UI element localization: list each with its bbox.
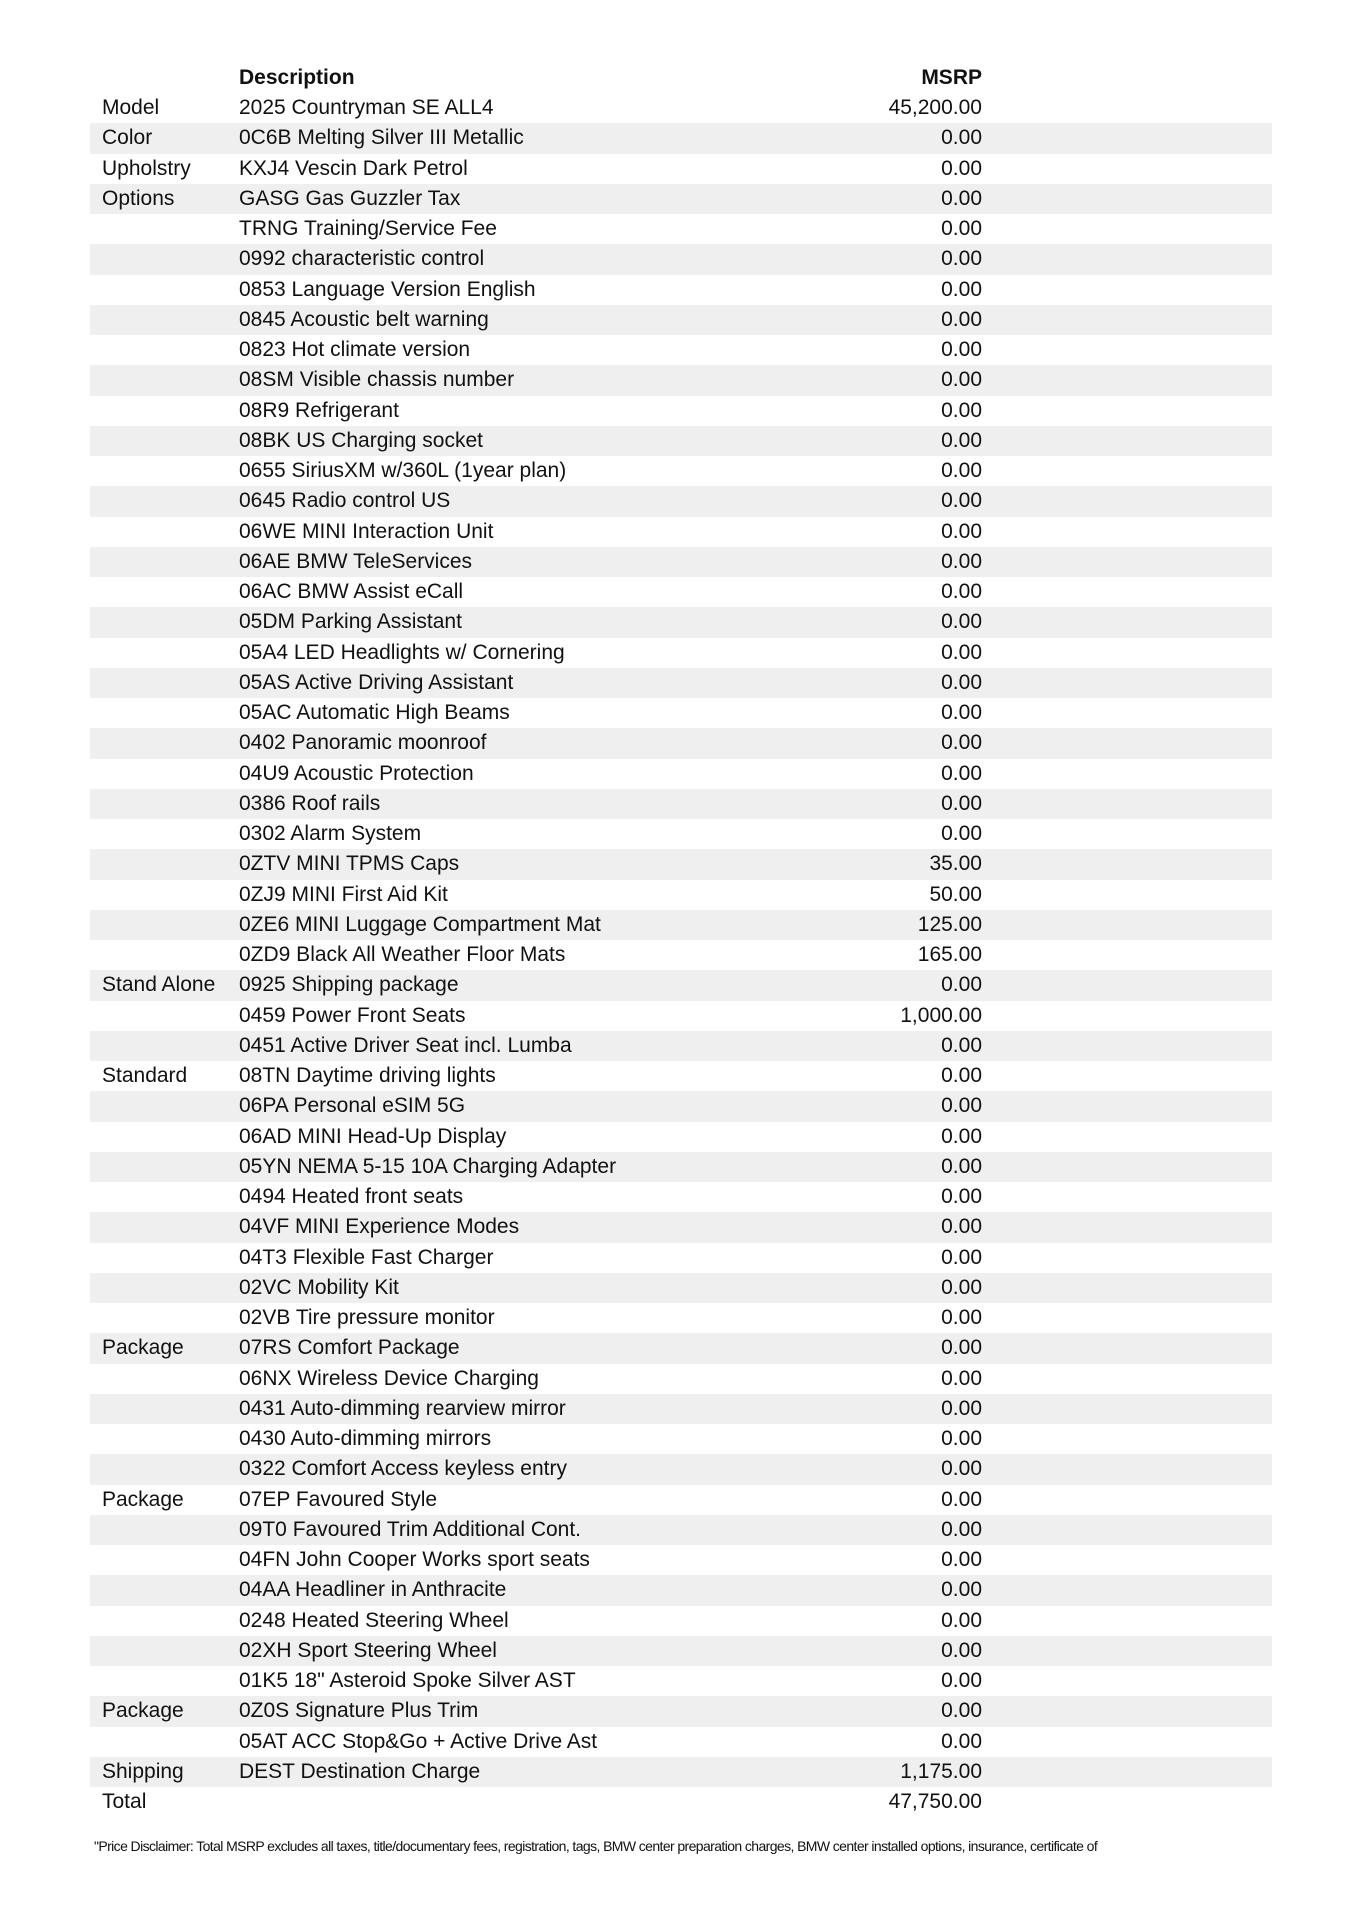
row-price: 0.00 <box>941 973 982 997</box>
table-row <box>90 880 1272 910</box>
row-price: 0.00 <box>941 247 982 271</box>
row-price: 0.00 <box>941 368 982 392</box>
table-row <box>90 1212 1272 1242</box>
row-price: 0.00 <box>941 1124 982 1148</box>
row-description: 06PA Personal eSIM 5G <box>239 1094 466 1118</box>
row-description: 0451 Active Driver Seat incl. Lumba <box>239 1033 572 1057</box>
row-description: TRNG Training/Service Fee <box>239 217 497 240</box>
row-description: 0248 Heated Steering Wheel <box>239 1608 509 1632</box>
row-description: 08R9 Refrigerant <box>239 398 399 422</box>
row-description: 0Z0S Signature Plus Trim <box>239 1699 479 1723</box>
table-row <box>90 1394 1272 1424</box>
price-disclaimer: "Price Disclaimer: Total MSRP excludes all taxes, title/documentary fees, registration, tags, BMW center preparation charges, BMW center installed options, insurance, certificate of <box>94 1838 1098 1854</box>
row-price: 0.00 <box>941 1517 982 1541</box>
row-description: 0402 Panoramic moonroof <box>239 731 487 755</box>
row-description: 0302 Alarm System <box>239 822 422 845</box>
table-row <box>90 940 1272 970</box>
row-price: 0.00 <box>941 1699 982 1723</box>
row-price: 0.00 <box>941 822 982 845</box>
row-price: 50.00 <box>929 882 982 906</box>
row-price: 0.00 <box>941 338 982 361</box>
row-description: 0C6B Melting Silver III Metallic <box>239 126 524 150</box>
row-price: 0.00 <box>941 519 982 543</box>
row-price: 1,175.00 <box>900 1759 982 1783</box>
row-description: 05YN NEMA 5-15 10A Charging Adapter <box>239 1154 617 1178</box>
table-row <box>90 849 1272 879</box>
row-description: 06AC BMW Assist eCall <box>239 580 464 603</box>
table-row <box>90 305 1272 335</box>
table-row <box>90 970 1272 1000</box>
table-row <box>90 93 1272 123</box>
row-description: 04FN John Cooper Works sport seats <box>239 1548 590 1571</box>
table-row <box>90 638 1272 668</box>
row-description: 01K5 18" Asteroid Spoke Silver AST <box>239 1669 576 1692</box>
row-description: 0ZJ9 MINI First Aid Kit <box>239 882 448 906</box>
row-category: Color <box>102 126 153 150</box>
table-row <box>90 668 1272 698</box>
table-row <box>90 1454 1272 1484</box>
row-price: 0.00 <box>941 1487 982 1511</box>
row-price: 0.00 <box>941 307 982 331</box>
row-price: 125.00 <box>917 912 982 936</box>
table-row <box>90 214 1272 244</box>
table-row <box>90 123 1272 153</box>
row-price: 0.00 <box>941 1638 982 1662</box>
row-description: 08SM Visible chassis number <box>239 368 515 392</box>
row-description: 02VC Mobility Kit <box>239 1275 399 1299</box>
table-row <box>90 335 1272 365</box>
row-description: 04U9 Acoustic Protection <box>239 761 474 785</box>
msrp-sheet <box>90 63 1272 1817</box>
row-description: GASG Gas Guzzler Tax <box>239 186 461 210</box>
table-row <box>90 396 1272 426</box>
row-description: 06AD MINI Head-Up Display <box>239 1124 507 1148</box>
table-row <box>90 1485 1272 1515</box>
row-price: 0.00 <box>941 1094 982 1118</box>
row-price: 47,750.00 <box>888 1790 982 1813</box>
table-row <box>90 1273 1272 1303</box>
table-row <box>90 1091 1272 1121</box>
row-price: 0.00 <box>941 1064 982 1087</box>
table-row <box>90 1364 1272 1394</box>
table-row <box>90 1001 1272 1031</box>
table-row <box>90 1122 1272 1152</box>
row-price: 0.00 <box>941 459 982 482</box>
row-category: Total <box>102 1790 147 1813</box>
table-row <box>90 1515 1272 1545</box>
row-category: Package <box>102 1699 184 1723</box>
row-description: 0845 Acoustic belt warning <box>239 307 489 331</box>
row-price: 0.00 <box>941 549 982 573</box>
row-price: 1,000.00 <box>900 1003 982 1027</box>
row-price: 0.00 <box>941 156 982 180</box>
table-row <box>90 819 1272 849</box>
row-description: 0925 Shipping package <box>239 973 459 997</box>
table-row <box>90 1575 1272 1605</box>
row-price: 0.00 <box>941 277 982 301</box>
row-price: 0.00 <box>941 489 982 513</box>
row-description: 0ZE6 MINI Luggage Compartment Mat <box>239 912 601 936</box>
row-description: 0459 Power Front Seats <box>239 1003 466 1027</box>
table-row <box>90 547 1272 577</box>
row-description: 04AA Headliner in Anthracite <box>239 1578 507 1602</box>
row-description: 08TN Daytime driving lights <box>239 1064 496 1087</box>
row-description: 06WE MINI Interaction Unit <box>239 519 494 543</box>
table-row <box>90 1303 1272 1333</box>
row-category: Shipping <box>102 1759 184 1783</box>
row-description: 06NX Wireless Device Charging <box>239 1366 539 1390</box>
table-row <box>90 1545 1272 1575</box>
row-description: 04VF MINI Experience Modes <box>239 1215 520 1239</box>
row-description: 0386 Roof rails <box>239 791 381 815</box>
row-price: 0.00 <box>941 428 982 452</box>
row-price: 0.00 <box>941 1154 982 1178</box>
table-row <box>90 1606 1272 1636</box>
row-description: 05AC Automatic High Beams <box>239 701 510 724</box>
row-price: 0.00 <box>941 1396 982 1420</box>
table-row <box>90 517 1272 547</box>
row-price: 0.00 <box>941 1729 982 1753</box>
row-category: Upholstry <box>102 156 191 180</box>
table-row <box>90 1152 1272 1182</box>
row-description: 06AE BMW TeleServices <box>239 549 473 573</box>
table-row <box>90 275 1272 305</box>
row-description: 0494 Heated front seats <box>239 1185 464 1208</box>
row-price: 0.00 <box>941 701 982 724</box>
row-category: Stand Alone <box>102 973 216 997</box>
price-table <box>90 93 1272 1817</box>
row-price: 0.00 <box>941 640 982 664</box>
table-row <box>90 426 1272 456</box>
row-description: 05AT ACC Stop&Go + Active Drive Ast <box>239 1729 598 1753</box>
row-description: 05DM Parking Assistant <box>239 610 462 634</box>
table-row <box>90 728 1272 758</box>
row-description: 09T0 Favoured Trim Additional Cont. <box>239 1517 582 1541</box>
table-row <box>90 1243 1272 1273</box>
row-description: 0430 Auto-dimming mirrors <box>239 1427 492 1450</box>
row-price: 0.00 <box>941 1366 982 1390</box>
row-price: 0.00 <box>941 670 982 694</box>
table-row <box>90 1182 1272 1212</box>
table-header <box>90 63 1272 93</box>
row-description: 05A4 LED Headlights w/ Cornering <box>239 640 565 664</box>
table-row <box>90 244 1272 274</box>
msrp-column-header: MSRP <box>921 66 982 89</box>
row-price: 0.00 <box>941 731 982 755</box>
table-row <box>90 1031 1272 1061</box>
row-price: 0.00 <box>941 186 982 210</box>
table-row <box>90 1727 1272 1757</box>
row-description: 08BK US Charging socket <box>239 428 483 452</box>
table-row <box>90 607 1272 637</box>
row-price: 0.00 <box>941 1185 982 1208</box>
table-row <box>90 1636 1272 1666</box>
table-row <box>90 1666 1272 1696</box>
row-price: 0.00 <box>941 1427 982 1450</box>
row-category: Package <box>102 1336 184 1360</box>
row-description: 0645 Radio control US <box>239 489 451 513</box>
row-price: 45,200.00 <box>888 96 982 119</box>
description-column-header: Description <box>239 66 355 89</box>
table-row <box>90 1061 1272 1091</box>
row-price: 0.00 <box>941 1457 982 1481</box>
table-row <box>90 910 1272 940</box>
row-category: Model <box>102 96 160 119</box>
row-price: 0.00 <box>941 610 982 634</box>
row-price: 0.00 <box>941 398 982 422</box>
row-price: 35.00 <box>929 852 982 876</box>
row-price: 0.00 <box>941 1306 982 1329</box>
row-description: 0655 SiriusXM w/360L (1year plan) <box>239 459 567 482</box>
row-price: 0.00 <box>941 1608 982 1632</box>
table-row <box>90 365 1272 395</box>
row-description: 05AS Active Driving Assistant <box>239 670 514 694</box>
table-row <box>90 184 1272 214</box>
table-row <box>90 456 1272 486</box>
row-description: 07RS Comfort Package <box>239 1336 460 1360</box>
row-description: 0322 Comfort Access keyless entry <box>239 1457 567 1481</box>
row-category: Package <box>102 1487 184 1511</box>
row-description: 0ZTV MINI TPMS Caps <box>239 852 460 876</box>
row-description: 0ZD9 Black All Weather Floor Mats <box>239 943 566 966</box>
table-row <box>90 1424 1272 1454</box>
row-price: 0.00 <box>941 1275 982 1299</box>
row-price: 0.00 <box>941 1578 982 1602</box>
row-description: 2025 Countryman SE ALL4 <box>239 96 494 119</box>
row-price: 165.00 <box>917 943 982 966</box>
row-description: 02VB Tire pressure monitor <box>239 1306 495 1329</box>
row-price: 0.00 <box>941 126 982 150</box>
table-row <box>90 789 1272 819</box>
row-price: 0.00 <box>941 217 982 240</box>
row-category: Standard <box>102 1064 188 1087</box>
row-price: 0.00 <box>941 1669 982 1692</box>
row-description: 02XH Sport Steering Wheel <box>239 1638 497 1662</box>
table-row <box>90 486 1272 516</box>
table-row <box>90 154 1272 184</box>
table-row <box>90 698 1272 728</box>
row-category: Options <box>102 186 175 210</box>
table-row <box>90 759 1272 789</box>
row-description: 0992 characteristic control <box>239 247 485 271</box>
table-row <box>90 1757 1272 1787</box>
row-price: 0.00 <box>941 1548 982 1571</box>
row-description: DEST Destination Charge <box>239 1759 481 1783</box>
row-description: 0853 Language Version English <box>239 277 536 301</box>
row-price: 0.00 <box>941 761 982 785</box>
row-description: 0823 Hot climate version <box>239 338 471 361</box>
row-price: 0.00 <box>941 1215 982 1239</box>
row-price: 0.00 <box>941 580 982 603</box>
table-row <box>90 1696 1272 1726</box>
row-description: 0431 Auto-dimming rearview mirror <box>239 1396 566 1420</box>
row-price: 0.00 <box>941 1033 982 1057</box>
table-row <box>90 577 1272 607</box>
row-price: 0.00 <box>941 791 982 815</box>
row-description: 04T3 Flexible Fast Charger <box>239 1245 494 1269</box>
row-description: KXJ4 Vescin Dark Petrol <box>239 156 468 180</box>
table-row <box>90 1333 1272 1363</box>
row-description: 07EP Favoured Style <box>239 1487 438 1511</box>
row-price: 0.00 <box>941 1245 982 1269</box>
table-row <box>90 1787 1272 1817</box>
row-price: 0.00 <box>941 1336 982 1360</box>
